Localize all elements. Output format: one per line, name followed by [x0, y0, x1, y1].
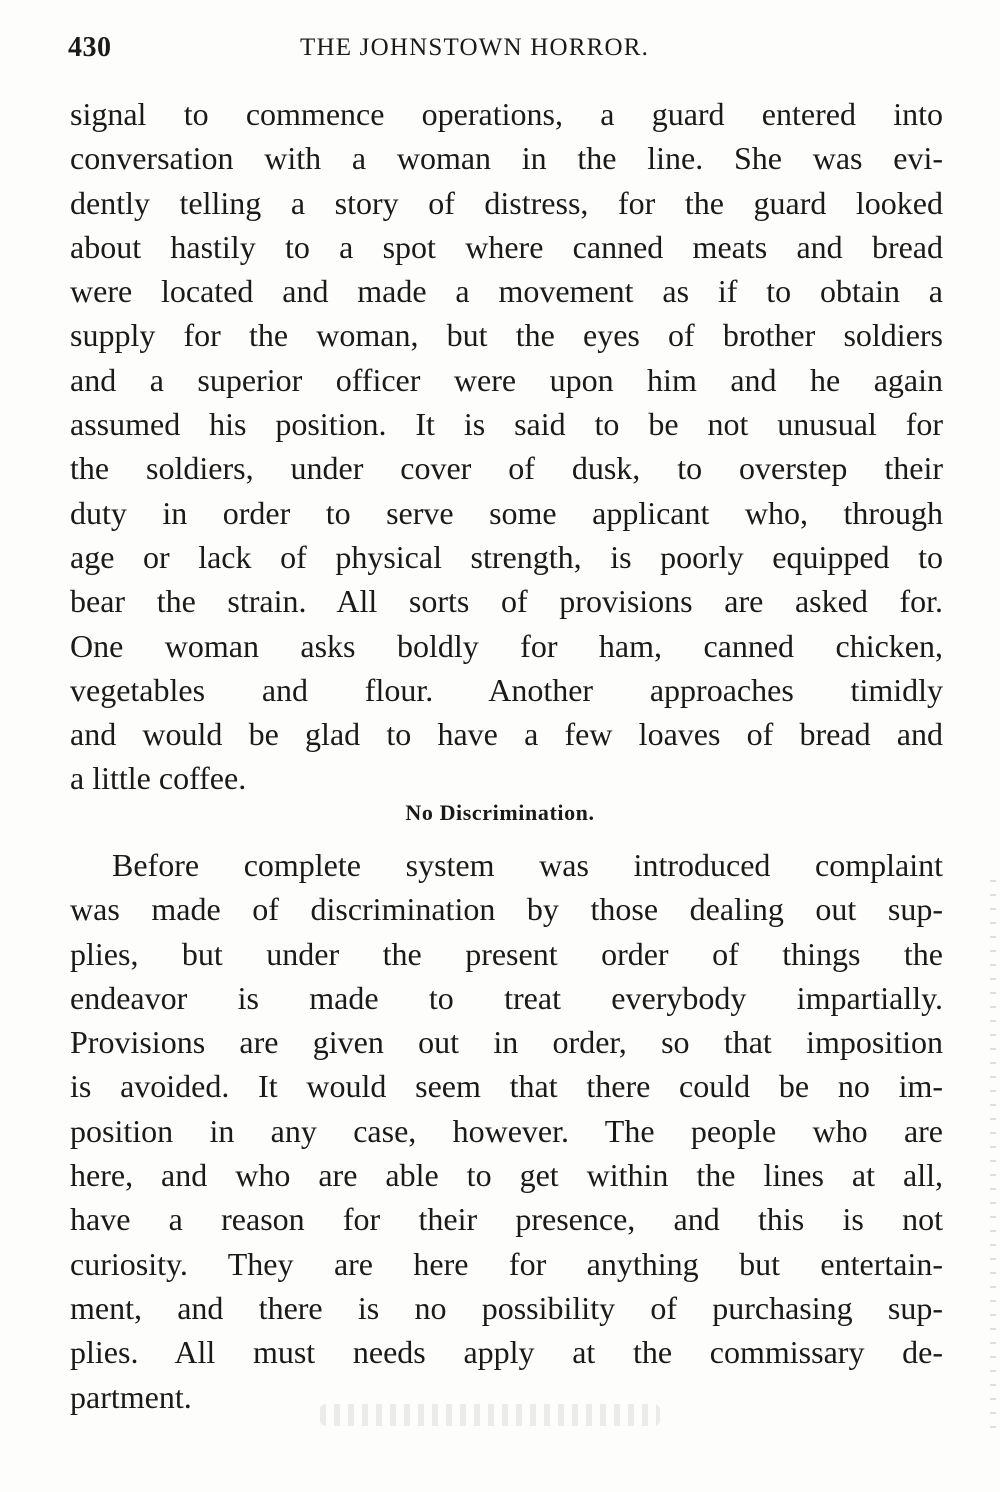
- text-line: here, and who are able to get within the lines at all,: [70, 1157, 943, 1194]
- page-number: 430: [68, 32, 112, 63]
- text-line: partment.: [70, 1378, 192, 1415]
- text-line: bear the strain. All sorts of provisions are asked for.: [70, 583, 943, 620]
- text-line: was made of discrimination by those dealing out sup-: [70, 891, 943, 928]
- text-line: conversation with a woman in the line. She was evi-: [70, 140, 943, 177]
- scan-margin-specks: [990, 880, 996, 1440]
- text-line: Provisions are given out in order, so that imposition: [70, 1024, 943, 1061]
- text-line: endeavor is made to treat everybody impartially.: [70, 979, 943, 1016]
- text-line: Before complete system was introduced complaint: [112, 847, 943, 883]
- text-line: supply for the woman, but the eyes of brother soldiers: [70, 317, 943, 354]
- text-line: about hastily to a spot where canned meats and bread: [70, 228, 943, 265]
- text-line: ment, and there is no possibility of purchasing sup-: [70, 1289, 943, 1326]
- text-line: the soldiers, under cover of dusk, to overstep their: [70, 450, 943, 487]
- text-line: duty in order to serve some applicant who, through: [70, 494, 943, 531]
- text-line: assumed his position. It is said to be not unusual for: [70, 406, 943, 443]
- text-line: and would be glad to have a few loaves of bread and: [70, 716, 943, 753]
- text-line: curiosity. They are here for anything but entertain-: [70, 1245, 943, 1282]
- text-line: and a superior officer were upon him and he again: [70, 361, 943, 398]
- scan-bleed-through: [320, 1404, 660, 1426]
- text-line: position in any case, however. The people who are: [70, 1112, 943, 1149]
- text-line: dently telling a story of distress, for the guard looked: [70, 184, 943, 221]
- text-line: have a reason for their presence, and this is not: [70, 1201, 943, 1238]
- text-line: were located and made a movement as if to obtain a: [70, 273, 943, 310]
- text-line: is avoided. It would seem that there could be no im-: [70, 1068, 943, 1105]
- section-heading: No Discrimination.: [405, 800, 595, 825]
- running-title: THE JOHNSTOWN HORROR.: [300, 34, 650, 61]
- text-line: One woman asks boldly for ham, canned chicken,: [70, 627, 943, 664]
- paragraph-1: [70, 92, 943, 801]
- text-line: plies, but under the present order of things the: [70, 935, 943, 972]
- text-line: a little coffee.: [70, 760, 247, 797]
- text-line: signal to commence operations, a guard entered into: [70, 96, 943, 132]
- text-line: plies. All must needs apply at the commissary de-: [70, 1334, 943, 1371]
- text-line: vegetables and flour. Another approaches timidly: [70, 671, 943, 708]
- running-head: [68, 30, 948, 70]
- paragraph-2: [70, 843, 943, 1419]
- text-line: age or lack of physical strength, is poorly equipped to: [70, 538, 943, 575]
